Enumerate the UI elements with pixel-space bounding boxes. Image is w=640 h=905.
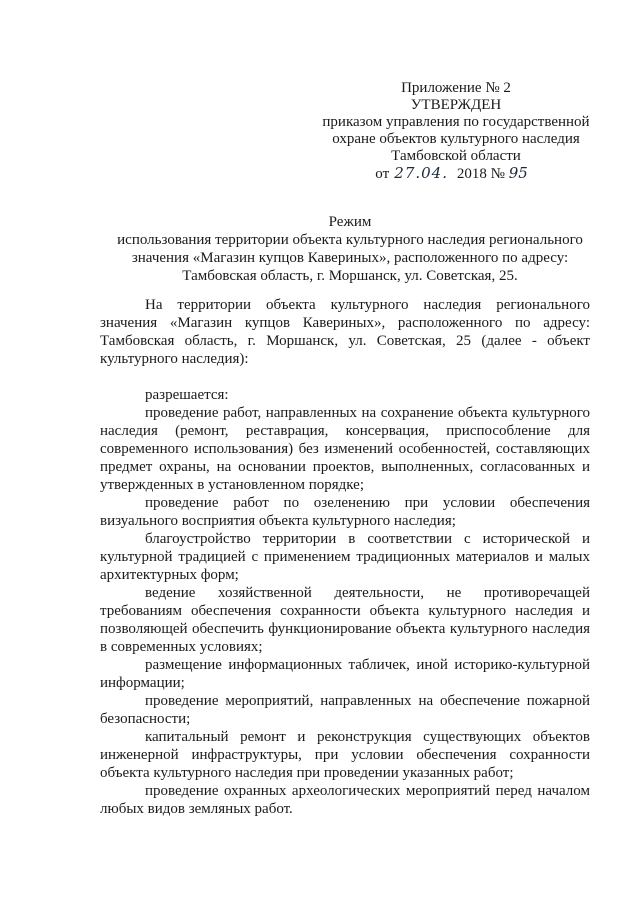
order-issuer-region: Тамбовской области	[391, 148, 521, 164]
allowed-label: разрешается:	[145, 387, 229, 403]
list-item: проведение работ, направленных на сохранение объекта культурного наследия (ремонт, реставрация, консервация, приспособление для современного использования) без изменений особенностей, составляющих предмет охраны, на основании проектов, выполненных, согласованных и утвержденных в установленном порядке;	[100, 405, 590, 493]
document-body	[100, 296, 590, 818]
order-number-label: №	[490, 166, 505, 182]
title-line-1: использования территории объекта культурного наследия регионального	[117, 232, 583, 248]
intro-paragraph: На территории объекта культурного наследия регионального значения «Магазин купцов Кавериных», расположенного по адресу: Тамбовская область, г. Моршанск, ул. Советская, 25 (далее - объект культурного наследия):	[100, 297, 590, 367]
approved-label: УТВЕРЖДЕН	[410, 97, 502, 113]
title-line-2: значения «Магазин купцов Кавериных», расположенного по адресу:	[131, 250, 569, 266]
date-prefix: от	[375, 166, 390, 182]
list-item: благоустройство территории в соответствии с исторической и культурной традицией с применением традиционных материалов и малых архитектурных форм;	[100, 531, 590, 583]
order-year: 2018	[456, 166, 487, 182]
document-title	[100, 213, 600, 285]
list-item: проведение охранных археологических мероприятий перед началом любых видов земляных работ.	[100, 783, 590, 817]
handwritten-order-number: 95	[508, 164, 528, 182]
list-item: проведение работ по озеленению при условии обеспечения визуального восприятия объекта культурного наследия;	[100, 495, 590, 529]
list-item: капитальный ремонт и реконструкция существующих объектов инженерной инфраструктуры, при условии обеспечения сохранности объекта культурного наследия при проведении указанных работ;	[100, 729, 590, 781]
list-item: проведение мероприятий, направленных на обеспечение пожарной безопасности;	[100, 693, 590, 727]
list-item: размещение информационных табличек, иной историко-культурной информации;	[100, 657, 590, 691]
list-item: ведение хозяйственной деятельности, не противоречащей требованиям обеспечения сохранности объекта культурного наследия и позволяющей обеспечить функционирование объекта культурного наследия в современных условиях;	[100, 585, 590, 655]
appendix-number: Приложение № 2	[401, 80, 511, 96]
title-line-3: Тамбовская область, г. Моршанск, ул. Советская, 25.	[182, 268, 518, 284]
order-date-line	[316, 165, 596, 183]
title-heading: Режим	[328, 214, 372, 230]
approval-stamp-block	[316, 80, 596, 183]
order-issuer-line2: охране объектов культурного наследия	[332, 131, 580, 147]
order-issuer-line1: приказом управления по государственной	[322, 114, 590, 130]
handwritten-date: 27.04.	[394, 164, 448, 182]
